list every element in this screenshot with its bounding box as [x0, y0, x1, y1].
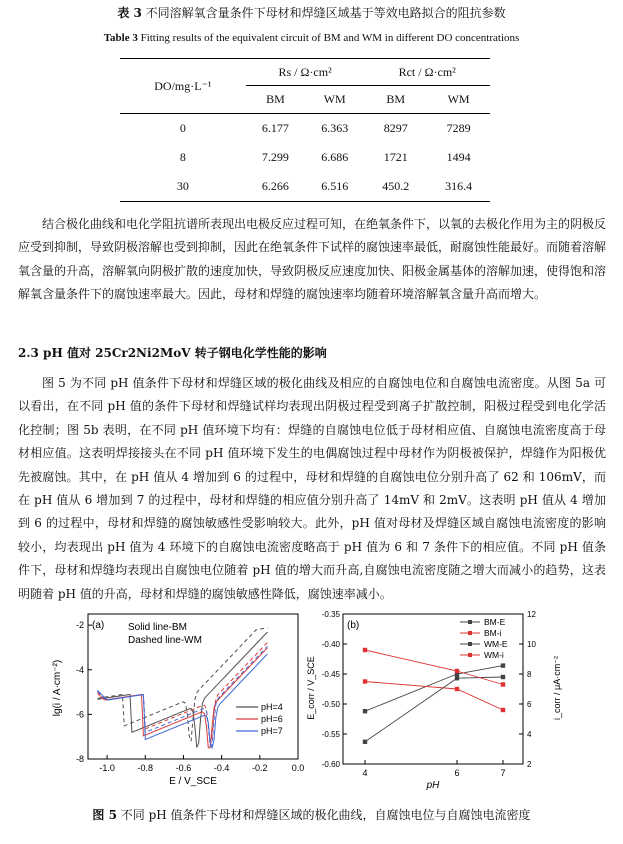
- point-BM-i: [501, 708, 505, 712]
- point-WM-i: [455, 669, 459, 673]
- chart-b-x-tick-label: 7: [500, 768, 506, 778]
- point-BM-i: [363, 679, 367, 683]
- chart-a-x-tick-label: 0.0: [291, 763, 305, 773]
- point-WM-E: [501, 675, 505, 679]
- chart-b-yr-tick-label: 2: [527, 760, 532, 769]
- cell-rs-wm: 6.363: [321, 120, 349, 135]
- chart-b-x-tick-label: 4: [362, 768, 368, 778]
- sub-header-rs-wm: WM: [305, 86, 364, 114]
- chart-a-panel-label: (a): [92, 620, 105, 631]
- cell-rct-bm: 450.2: [382, 178, 410, 193]
- chart-b-ticks: [322, 610, 537, 778]
- point-BM-E: [501, 663, 505, 667]
- legend-label: WM-i: [484, 650, 504, 660]
- chart-a-legend: [236, 702, 283, 736]
- chart-a-x-tick-label: -0.8: [137, 763, 154, 773]
- chart-a-x-tick-label: -0.4: [213, 763, 230, 773]
- chart-a-x-tick-label: -0.2: [252, 763, 268, 773]
- paragraph-2-text: 图 5 为不同 pH 值条件下母材和焊缝区域的极化曲线及相应的自腐蚀电位和自腐蚀电流密度。从图 5a 可以看出，在不同 pH 值的条件下母材和焊缝试样均表现出阴极过程受到离子扩散控制，阳极过程受到电化学活化控制；图 5b 表明，在不同 pH 值环境下均有：焊缝的自腐蚀电位低于母材相应值、自腐蚀电流密度高于母材相应值。这表明焊接接头在不同 pH 值环境下发生的电偶腐蚀过程中母材作为阴极被保护，焊缝作为阳极优先被腐蚀。其中，在 pH 值从 4 增加到 6 的过程中，母材和焊缝的自腐蚀电位分别升高了 62 和 106mV，而在 pH 值从 6 增加到 7 的过程中，母材和焊缝的相应值分别升高了 14mV 和 2mV。这表明 pH 值从 4 增加到 6 的过程中，母材和焊缝的腐蚀敏感性受影响较大。此外，pH 值对母材及焊缝区域自腐蚀电流密度的影响较小，均表现出 pH 值为 4 环境下的自腐蚀电流密度略高于 pH 值为 6 和 7 条件下的相应值。不同 pH 值条件下，母材和焊缝均表现出自腐蚀电位随着 pH 值的增大而升高,自腐蚀电流密度随之增大而减小的趋势，这表明随着 pH 值的升高，母材和焊缝的腐蚀敏感性降低，腐蚀速率减小。: [18, 376, 606, 601]
- chart-b-yl-tick-label: -0.45: [321, 670, 340, 679]
- point-WM-E: [455, 676, 459, 680]
- point-WM-i: [501, 682, 505, 686]
- figure-caption: [0, 806, 623, 823]
- curve-wm-pH=6: [98, 643, 268, 746]
- chart-b-yr-tick-label: 4: [527, 730, 532, 739]
- sub-header-rct-wm: WM: [427, 86, 490, 114]
- chart-b-legend: [460, 617, 508, 660]
- legend-label: pH=4: [261, 702, 283, 712]
- chart-b-yl-tick-label: -0.35: [321, 610, 340, 619]
- chart-b-yl-tick-label: -0.60: [321, 760, 340, 769]
- series-line-WM-i: [365, 650, 503, 685]
- cell-rct-wm: 316.4: [445, 178, 473, 193]
- chart-b-xlabel: pH: [426, 780, 440, 791]
- chart-b-yr-tick-label: 12: [527, 610, 536, 619]
- chart-b-yl-tick-label: -0.55: [321, 730, 340, 739]
- chart-b-x-tick-label: 6: [454, 768, 460, 778]
- chart-a-ylabel: lg(i / A·cm⁻²): [52, 659, 63, 717]
- chart-b: [306, 610, 562, 791]
- chart-a-y-tick-label: -4: [75, 664, 84, 675]
- paragraph-1-text: 结合极化曲线和电化学阻抗谱所表现出电极反应过程可知，在绝氧条件下，以氧的去极化作用为主的阴极反应受到抑制，导致阴极溶解也受到抑制，因此在绝氧条件下试样的腐蚀速率最低，耐腐蚀性能最好。而随着溶解氧含量的升高，溶解氧向阴极扩散的速度加快，导致阴极反应速度加快、阳极金属基体的溶解加速，使得饱和溶解氧含量条件下的腐蚀速率最大。因此，母材和焊缝的腐蚀速率均随着环境溶解氧含量升高而增大。: [18, 217, 607, 302]
- curve-bm-pH=4: [98, 632, 268, 748]
- table-row: [120, 143, 490, 172]
- chart-b-ylabel-left: E_corr / V_SCE: [306, 656, 316, 720]
- chart-a-x-tick-label: -1.0: [99, 763, 115, 773]
- table-row: [120, 114, 490, 143]
- chart-a: [52, 614, 304, 787]
- series-line-BM-i: [365, 682, 503, 711]
- sub-header-rs-bm: BM: [246, 86, 305, 114]
- paragraph-2: [18, 372, 606, 606]
- legend-label: BM-E: [484, 617, 506, 627]
- legend-label: pH=6: [261, 714, 283, 724]
- legend-marker: [468, 631, 472, 635]
- table-caption-cn-text: 不同溶解氧含量条件下母材和焊缝区域基于等效电路拟合的阻抗参数: [145, 6, 506, 20]
- point-WM-E: [363, 740, 367, 744]
- chart-b-series: [363, 648, 505, 744]
- cell-rs-bm: 6.177: [261, 120, 289, 135]
- legend-marker: [468, 620, 472, 624]
- chart-b-yr-tick-label: 10: [527, 640, 536, 649]
- table-caption-en-text: Fitting results of the equivalent circuit of BM and WM in different DO concentrations: [140, 32, 520, 44]
- cell-do: 0: [179, 120, 186, 135]
- cell-rct-wm: 7289: [446, 120, 471, 135]
- header-do: DO/mg·L⁻¹: [120, 59, 246, 114]
- cell-rct-bm: 1721: [383, 149, 408, 164]
- chart-a-annotation-2: Dashed line-WM: [128, 635, 202, 646]
- header-rct: Rct / Ω·cm²: [364, 59, 490, 86]
- table-caption-cn-label: 表 3: [117, 6, 142, 20]
- cell-rs-bm: 6.266: [261, 178, 289, 193]
- chart-b-yl-tick-label: -0.50: [321, 700, 340, 709]
- figure-caption-text: 不同 pH 值条件下母材和焊缝区域的极化曲线，自腐蚀电位与自腐蚀电流密度: [120, 808, 531, 822]
- legend-label: BM-i: [484, 628, 502, 638]
- legend-marker: [468, 642, 472, 646]
- table-caption-en-label: Table 3: [103, 32, 138, 44]
- chart-a-annotation-1: Solid line-BM: [128, 622, 187, 633]
- table-caption-cn: [0, 4, 623, 21]
- chart-a-y-tick-label: -2: [75, 620, 84, 631]
- chart-b-panel-label: (b): [347, 620, 360, 631]
- cell-rs-bm: 7.299: [261, 149, 289, 164]
- cell-rct-bm: 8297: [383, 120, 408, 135]
- fitting-results-table: [120, 58, 490, 202]
- series-line-BM-E: [365, 666, 503, 712]
- cell-rs-wm: 6.516: [321, 178, 349, 193]
- point-WM-i: [363, 648, 367, 652]
- chart-b-yr-tick-label: 6: [527, 700, 532, 709]
- paragraph-1: [18, 213, 606, 307]
- cell-do: 8: [179, 149, 186, 164]
- figure-5: [0, 606, 623, 798]
- chart-a-y-tick-label: -8: [75, 754, 84, 764]
- chart-a-x-tick-label: -0.6: [175, 763, 192, 773]
- point-BM-i: [455, 687, 459, 691]
- chart-b-yl-tick-label: -0.40: [321, 640, 340, 649]
- point-BM-E: [363, 709, 367, 713]
- sub-header-rct-bm: BM: [364, 86, 427, 114]
- cell-rct-wm: 1494: [446, 149, 471, 164]
- legend-label: WM-E: [484, 639, 508, 649]
- chart-a-xlabel: E / V_SCE: [169, 776, 217, 787]
- legend-label: pH=7: [261, 726, 283, 736]
- chart-a-y-tick-label: -6: [75, 709, 84, 720]
- table-row: [120, 172, 490, 202]
- legend-marker: [468, 653, 472, 657]
- figure-caption-label: 图 5: [92, 808, 117, 822]
- cell-rs-wm: 6.686: [321, 149, 349, 164]
- chart-b-ylabel-right: i_corr / μA·cm⁻²: [552, 656, 562, 720]
- table-caption-en: [0, 32, 623, 44]
- header-rs: Rs / Ω·cm²: [246, 59, 365, 86]
- cell-do: 30: [176, 178, 189, 193]
- section-title: 2.3 pH 值对 25Cr2Ni2MoV 转子钢电化学性能的影响: [18, 346, 327, 360]
- chart-b-yr-tick-label: 8: [527, 670, 532, 679]
